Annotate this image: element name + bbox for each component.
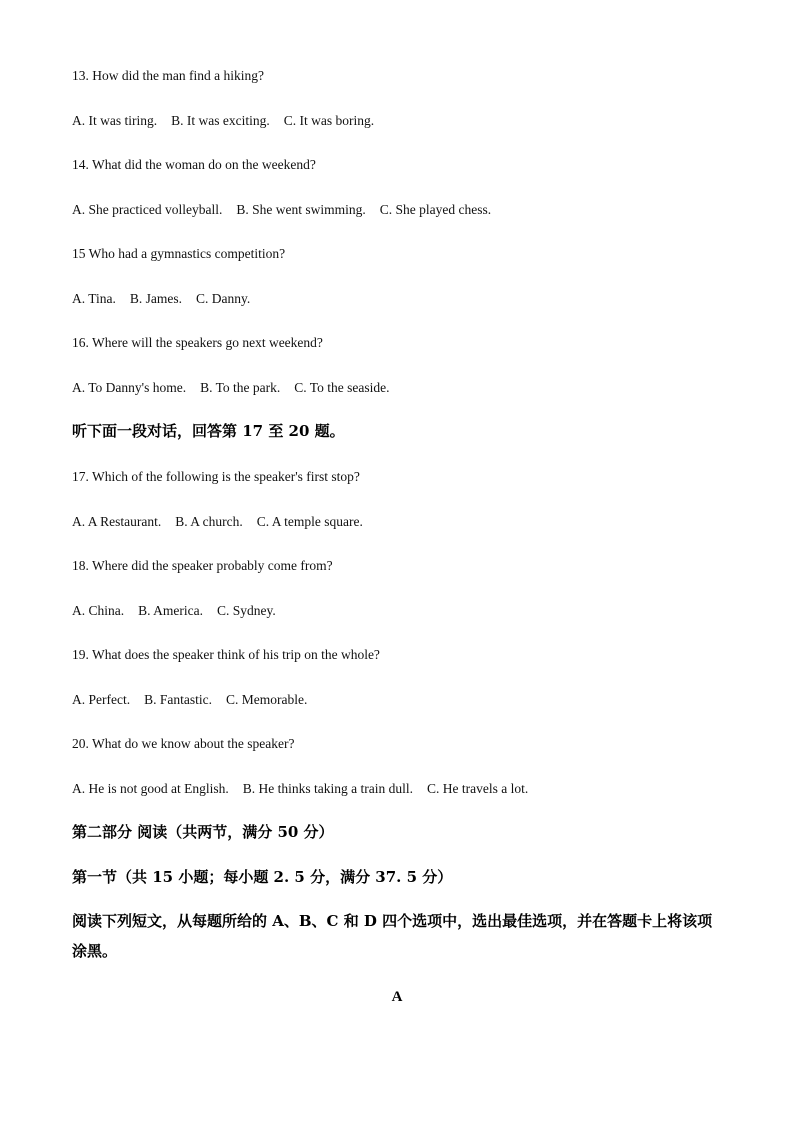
section-one-heading: 第一节（共 15 小题；每小题 2. 5 分，满分 37. 5 分） — [72, 868, 453, 886]
listening-instruction: 听下面一段对话，回答第 17 至 20 题。 — [72, 422, 345, 440]
question-15-prompt: 15 Who had a gymnastics competition? — [72, 246, 286, 261]
option-a: A. China. — [72, 603, 125, 618]
part-two-heading: 第二部分 阅读（共两节，满分 50 分） — [72, 823, 334, 841]
question-17-prompt: 17. Which of the following is the speaker's first stop? — [72, 469, 360, 484]
question-18-prompt: 18. Where did the speaker probably come from? — [72, 558, 333, 573]
option-a: A. It was tiring. — [72, 113, 158, 128]
question-14-options — [72, 201, 505, 219]
option-b: B. She went swimming. — [236, 202, 366, 217]
option-c: C. She played chess. — [379, 202, 492, 217]
option-b: B. A church. — [175, 514, 243, 529]
option-a: A. Tina. — [72, 291, 116, 306]
passage-label: A — [391, 989, 403, 1005]
option-b: B. America. — [138, 603, 203, 618]
question-19-options — [72, 691, 321, 709]
option-c: C. It was boring. — [283, 113, 375, 128]
option-a: A. Perfect. — [72, 692, 131, 707]
option-c: C. Memorable. — [225, 692, 308, 707]
option-b: B. Fantastic. — [144, 692, 212, 707]
option-b: B. To the park. — [200, 380, 281, 395]
question-18-options — [72, 602, 290, 620]
question-13-prompt: 13. How did the man find a hiking? — [72, 68, 264, 83]
option-c: C. To the seaside. — [294, 380, 390, 395]
option-b: B. It was exciting. — [171, 113, 270, 128]
reading-instruction: 阅读下列短文，从每题所给的 A、B、C 和 D 四个选项中，选出最佳选项，并在答题卡上将该项涂黑。 — [72, 912, 713, 960]
question-14-prompt: 14. What did the woman do on the weekend? — [72, 157, 316, 172]
question-20-prompt: 20. What do we know about the speaker? — [72, 736, 295, 751]
option-a: A. A Restaurant. — [72, 514, 162, 529]
option-c: C. He travels a lot. — [426, 781, 529, 796]
option-a: A. He is not good at English. — [72, 781, 229, 796]
option-b: B. He thinks taking a train dull. — [242, 781, 413, 796]
question-20-options — [72, 780, 542, 798]
option-b: B. James. — [129, 291, 183, 306]
option-a: A. To Danny's home. — [72, 380, 187, 395]
option-a: A. She practiced volleyball. — [72, 202, 223, 217]
question-19-prompt: 19. What does the speaker think of his trip on the whole? — [72, 647, 380, 662]
question-16-options — [72, 379, 403, 397]
option-c: C. Sydney. — [216, 603, 276, 618]
question-15-options — [72, 290, 264, 308]
option-c: C. A temple square. — [256, 514, 363, 529]
question-16-prompt: 16. Where will the speakers go next weekend? — [72, 335, 323, 350]
question-17-options — [72, 513, 377, 531]
option-c: C. Danny. — [196, 291, 251, 306]
question-13-options — [72, 112, 388, 130]
